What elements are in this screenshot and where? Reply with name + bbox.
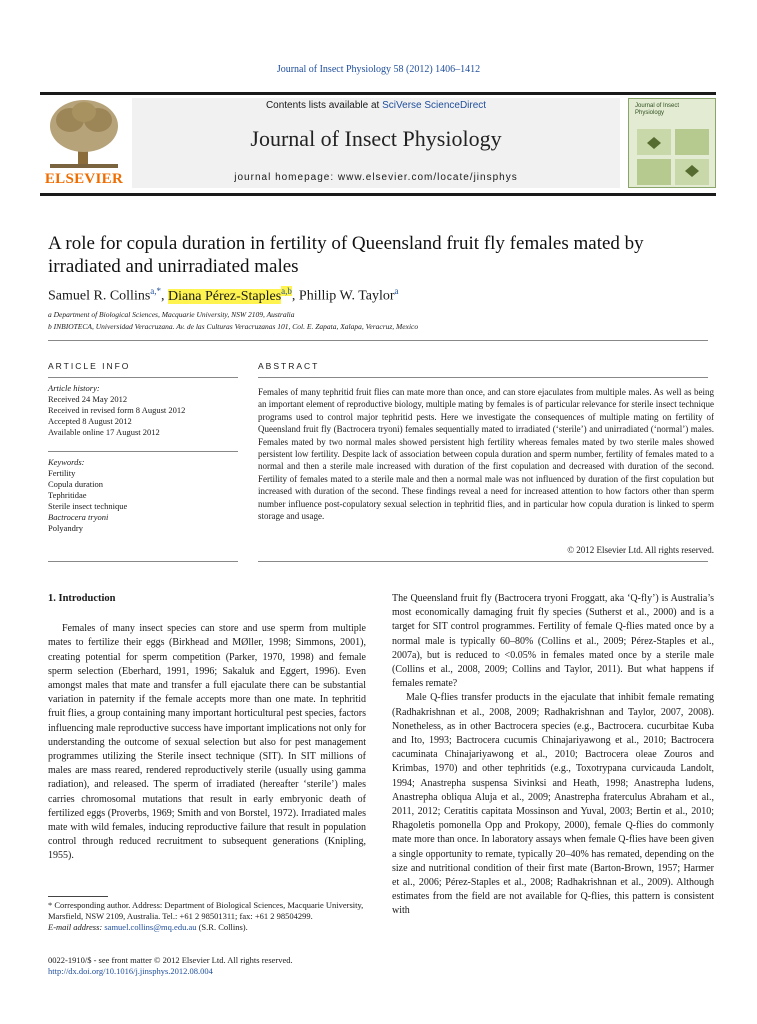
keyword: Fertility <box>48 468 76 478</box>
abstract-heading: ABSTRACT <box>258 361 320 371</box>
journal-title: Journal of Insect Physiology <box>250 126 502 151</box>
contents-line <box>132 100 620 111</box>
body-paragraph: Male Q-flies transfer products in the ejaculate that inhibit female remating (Radhakrishnan et al., 2008, 2009; Radhakrishnan and Taylor, 2007, 2008). Nonetheless, as in other Bactrocera species (e.g., Bactrocera. cucurbitae Kuba and Ito, 1993; Bactrocera cucumis Chinajariyawong et al., 2010; Bactrocera cacuminata Chinajariyawong et al., 2010; Bactrocera oleae Zouros and Krimbas, 1970) and other tephritids (e.g., Toxotrypana curvicauda Landolt, 1994; Anastrepha suspensa Sivinksi and Heath, 1998; Anastrepha ludens, Anastrepha obliqua Aluja et al., 2009; Anastrepha fraterculus Abraham et al., 2011, 2012; Ceratitis capitata Mossinson and Yuval, 2003; Bertin et al., 2010; Rhagoletis pomonella Opp and Prokopy, 2000), female Q-flies do commonly mate more than once. In laboratory assays when female Q-flies have been given a single opportunity to remate, typically 20–40% has remated, depending on the size and nutritional condition of their first mate (Barton-Brown, 1957; Harmer et al., 2006; Pérez-Staples et al., 2008; Radhakrishnan et al., 2009). Although estimates from the field are not available for Q-flies, this pattern is consistent with <box>392 692 714 917</box>
keyword: Bactrocera tryoni <box>48 512 109 522</box>
header-top-rule <box>40 92 716 95</box>
keywords <box>48 457 248 534</box>
email-suffix: (S.R. Collins). <box>198 922 248 932</box>
page-footer <box>48 955 293 977</box>
divider <box>48 377 238 378</box>
sciencedirect-link[interactable]: SciVerse ScienceDirect <box>382 100 487 111</box>
doi-link[interactable]: http://dx.doi.org/10.1016/j.jinsphys.2012.08.004 <box>48 966 213 976</box>
author-name-highlighted[interactable]: Diana Pérez-Staples <box>168 288 282 304</box>
divider <box>258 561 708 562</box>
article-info-heading: ARTICLE INFO <box>48 361 131 371</box>
keyword: Polyandry <box>48 523 83 533</box>
affiliation-a: a Department of Biological Sciences, Macquarie University, NSW 2109, Australia <box>48 310 295 319</box>
abstract-text: Females of many tephritid fruit flies can mate more than once, and can store ejaculates from multiple males. As well as being an important element of reproductive biology, multiple mating by females is of particular relevance for sterile insect technique programs used to control major tephritid pests. Here we investigate the consequences of multiple mating on fertility of Queensland fruit fly (Bactrocera tryoni) females sequentially mated to irradiated (‘sterile’) and unirradiated (‘normal’) males. Females mated by two normal males showed persistent high fertility whereas females mated by two sterile males showed persistent low fertility. Despite lack of association between copula duration and sperm number, fertility of females mated to a normal and then a sterile male increased with duration of the first copulation and decreased with duration of the second. Fertility of females mated to a sterile male and then a normal male was not influenced by duration of the first copulation but increased with duration of the second. These findings reveal a need for increased attention to how factors other than sperm number influence post-copulatory sexual selection in tephritid flies, and in particular how copula duration is linked to sperm storage and usage. <box>258 387 714 522</box>
history-item: Received in revised form 8 August 2012 <box>48 405 186 415</box>
issn-line: 0022-1910/$ - see front matter © 2012 Elsevier Ltd. All rights reserved. <box>48 955 293 965</box>
footnote-rule <box>48 896 108 897</box>
journal-cover-image <box>628 98 716 188</box>
keyword: Sterile insect technique <box>48 501 128 511</box>
article-history <box>48 383 248 438</box>
copyright-line: © 2012 Elsevier Ltd. All rights reserved. <box>567 545 714 555</box>
keyword: Tephritidae <box>48 490 87 500</box>
history-item: Received 24 May 2012 <box>48 394 128 404</box>
header-bottom-rule <box>40 193 716 196</box>
footnote <box>48 900 366 933</box>
email-link[interactable]: samuel.collins@mq.edu.au <box>104 922 197 932</box>
author-name[interactable]: Samuel R. Collins <box>48 288 151 304</box>
body-paragraph: Females of many insect species can store and use sperm from multiple mates to fertilize their eggs (Birkhead and MØller, 1998; Simmons, 2001), creating potential for sperm competition (Parker, 1970, 1998) and female sperm selection (Eberhard, 1991, 1996; Sakaluk and Eggert, 1996). Even amongst males that mate and transfer a full ejaculate there can be substantial variation in paternity if the female accepts more than one mate. In tephritid fruit flies, a group containing many important horticultural pest species, factors influencing male reproductive success have important implications not only for understanding the outcome of sexual selection but also for pest management programmes utilizing the Sterile insect technique (SIT). In SIT millions of males are mass reared, rendered reproductively sterile (usually using gamma radiation), and released. The sperm of irradiated (hereafter ‘sterile’) males carries chromosomal mutations that result in early embryonic death of fertilized eggs (Proverbs, 1969; Smith and von Borstel, 1972). Irradiated males mate with wild females, inducing reproductive failure that result in population control through reduced recruitment to subsequent generations (Knipling, 1955). <box>48 623 366 862</box>
divider <box>48 340 708 341</box>
author-sup[interactable]: a <box>394 286 399 296</box>
body-column-left <box>48 592 366 864</box>
corresponding-author-note: * Corresponding author. Address: Department of Biological Sciences, Macquarie University, Marsfield, NSW 2109, Australia. Tel.: +61 2 98501311; fax: +61 2 98504299. <box>48 900 364 921</box>
body-column-right <box>392 592 714 919</box>
elsevier-wordmark: ELSEVIER <box>44 171 124 187</box>
divider <box>258 377 708 378</box>
journal-homepage[interactable]: journal homepage: www.elsevier.com/locate/jinsphys <box>234 172 518 183</box>
history-label: Article history: <box>48 383 100 393</box>
journal-citation[interactable]: Journal of Insect Physiology 58 (2012) 1406–1412 <box>276 64 481 75</box>
email-label: E-mail address: <box>48 922 103 932</box>
author-name[interactable]: Phillip W. Taylor <box>298 288 395 304</box>
keyword: Copula duration <box>48 479 104 489</box>
divider <box>48 451 238 452</box>
section-heading: 1. Introduction <box>48 593 116 604</box>
divider <box>48 561 238 562</box>
history-item: Accepted 8 August 2012 <box>48 416 132 426</box>
author-sup[interactable]: a,* <box>150 286 162 296</box>
author-list: Samuel R. Collins$^{a,*}$, Diana Pérez-Staples$^{a,b}$, Phillip W. Taylor$^a$ <box>48 286 399 304</box>
contents-prefix: Contents lists available at <box>265 100 380 111</box>
author-sup[interactable]: a,b <box>281 286 292 296</box>
affiliation-b: b INBIOTECA, Universidad Veracruzana. Av. de las Culturas Veracruzanas 101, Col. E. Zapata, Xalapa, Veracruz, Mexico <box>48 322 419 331</box>
keywords-label: Keywords: <box>48 457 85 467</box>
body-paragraph: The Queensland fruit fly (Bactrocera tryoni Froggatt, aka ‘Q-fly’) is Australia’s most economically damaging fruit fly species (Sutherst et al., 2000) and is a target for SIT control programmes. Fertility of female Q-flies mated once by a normal male is typically 60–80% (Collins et al., 2009; Pérez-Staples et al., 2007a), but is reduced to <0.05% in females mated once by a sterile male (Collins et al., 2008, 2009; Collins and Taylor, 2011). But what happens if females remate? <box>392 593 714 690</box>
cover-title: Journal of Insect Physiology <box>635 103 680 116</box>
history-item: Available online 17 August 2012 <box>48 427 160 437</box>
article-title: A role for copula duration in fertility of Queensland fruit fly females mated by irradiated and unirradiated males <box>48 233 644 277</box>
